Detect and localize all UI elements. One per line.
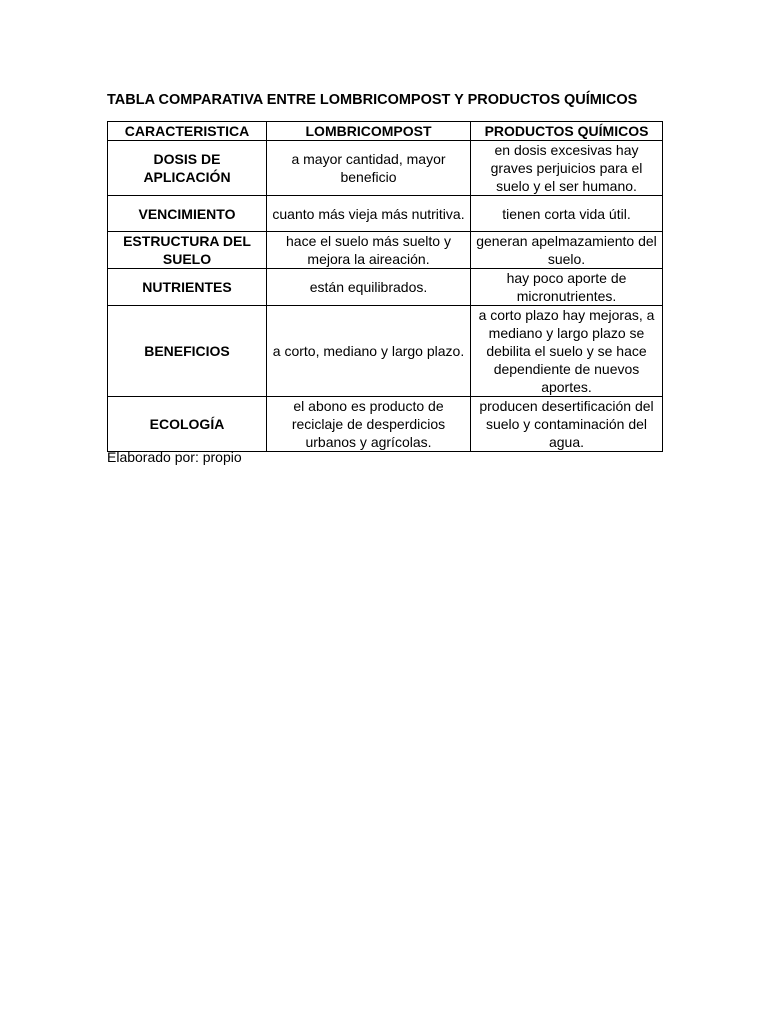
table-row: [108, 232, 663, 269]
lombricompost-cell: a mayor cantidad, mayor beneficio: [267, 141, 471, 196]
table-row: [108, 269, 663, 306]
lombricompost-cell: el abono es producto de reciclaje de desperdicios urbanos y agrícolas.: [267, 397, 471, 452]
quimicos-cell: producen desertificación del suelo y contaminación del agua.: [471, 397, 663, 452]
table-row: [108, 141, 663, 196]
header-lombricompost: LOMBRICOMPOST: [267, 122, 471, 141]
feature-cell: BENEFICIOS: [108, 306, 267, 397]
quimicos-cell: a corto plazo hay mejoras, a mediano y largo plazo se debilita el suelo y se hace dependiente de nuevos aportes.: [471, 306, 663, 397]
feature-cell: VENCIMIENTO: [108, 196, 267, 232]
header-caracteristica: CARACTERISTICA: [108, 122, 267, 141]
comparison-table: [107, 121, 663, 452]
lombricompost-cell: están equilibrados.: [267, 269, 471, 306]
quimicos-cell: hay poco aporte de micronutrientes.: [471, 269, 663, 306]
quimicos-cell: en dosis excesivas hay graves perjuicios para el suelo y el ser humano.: [471, 141, 663, 196]
feature-cell: ESTRUCTURA DEL SUELO: [108, 232, 267, 269]
table-header-row: [108, 122, 663, 141]
footer-note: Elaborado por: propio: [107, 449, 242, 465]
quimicos-cell: tienen corta vida útil.: [471, 196, 663, 232]
header-productos-quimicos: PRODUCTOS QUÍMICOS: [471, 122, 663, 141]
table-row: [108, 196, 663, 232]
lombricompost-cell: a corto, mediano y largo plazo.: [267, 306, 471, 397]
feature-cell: ECOLOGÍA: [108, 397, 267, 452]
lombricompost-cell: cuanto más vieja más nutritiva.: [267, 196, 471, 232]
feature-cell: NUTRIENTES: [108, 269, 267, 306]
table-row: [108, 397, 663, 452]
quimicos-cell: generan apelmazamiento del suelo.: [471, 232, 663, 269]
lombricompost-cell: hace el suelo más suelto y mejora la aireación.: [267, 232, 471, 269]
document-title: TABLA COMPARATIVA ENTRE LOMBRICOMPOST Y PRODUCTOS QUÍMICOS: [107, 92, 638, 108]
table-row: [108, 306, 663, 397]
feature-cell: DOSIS DE APLICACIÓN: [108, 141, 267, 196]
